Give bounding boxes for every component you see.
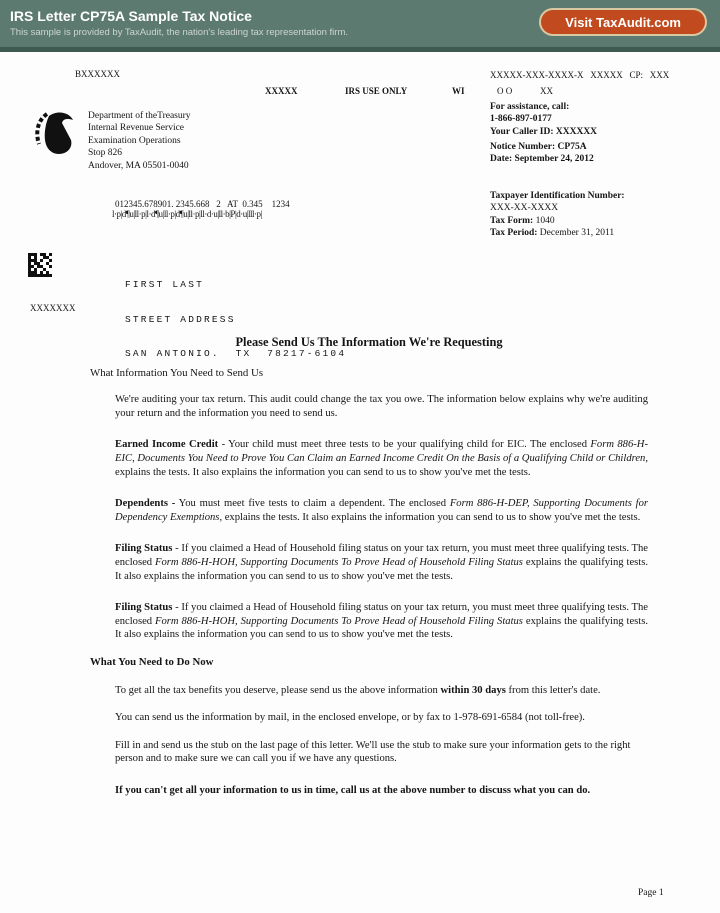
irs-eagle-logo (33, 110, 81, 160)
caller-id: Your Caller ID: XXXXXX (490, 126, 598, 137)
item-filing-status-2: Filing Status - If you claimed a Head of Household filing status on your tax return, you must meet three qualifying tests. The enclosed Form 886-H-HOH, Supporting Documents To Prove Head of Household Filing Status explains the qualifying tests. It also explains the information you can send to us to show you've met the tests. (115, 602, 648, 641)
agency-line: Stop 826 (88, 148, 123, 159)
meta-col-xx: XX (540, 86, 553, 96)
recipient-name: FIRST LAST (125, 279, 205, 290)
section-heading-what-to-send: What Information You Need to Send Us (90, 366, 264, 379)
tin-label: Taxpayer Identification Number: (490, 191, 625, 201)
item-filing-status-1: Filing Status - If you claimed a Head of Household filing status on your tax return, you must meet three qualifying tests. The enclosed Form 886-H-HOH, Supporting Documents To Prove Head of Household Filing Status explains the qualifying tests. It also explains the information you can send to us to show you've met the tests. (115, 543, 648, 582)
postal-barcode: l·p|d¶u|ll·p|l·d¶u|ll·p|d¶u|ll·p|ll·d·u|ll·b|P|d·u|lll·p| (112, 209, 262, 219)
agency-line: Examination Operations (88, 135, 181, 146)
item-dependents: Dependents - You must meet five tests to claim a dependent. The enclosed Form 886-H-DEP, Supporting Documents for Dependency Exemptions, explains the tests. It also explains the information you can send to us to show you've met the tests. (115, 498, 649, 523)
meta-col-oo: O O (497, 86, 513, 96)
letter-title: Please Send Us The Information We're Requesting (235, 335, 503, 349)
bottom-left-code: XXXXXXX (30, 303, 76, 313)
data-matrix-barcode (28, 253, 52, 277)
assistance-call-label: For assistance, call: (490, 102, 570, 112)
agency-line: Andover, MA 05501-0040 (88, 160, 189, 171)
item-earned-income-credit: Earned Income Credit - Your child must meet three tests to be your qualifying child for EIC. The enclosed Form 886-H-EIC, Documents You Need to Prove You Can Claim an Earned Income Credit On the Basis of a Qualifying Child or Children, explains the tests. It also explains the information you can send to us to show you've met the tests. (115, 439, 648, 478)
agency-line: Internal Revenue Service (88, 123, 185, 134)
notice-date: Date: September 24, 2012 (490, 154, 594, 165)
banner-title: IRS Letter CP75A Sample Tax Notice (10, 8, 252, 24)
page-number: Page 1 (638, 888, 664, 898)
assistance-phone: 1-866-897-0177 (490, 114, 552, 125)
section-heading-what-to-do: What You Need to Do Now (90, 655, 214, 668)
visit-taxaudit-button[interactable]: Visit TaxAudit.com (539, 8, 707, 36)
banner-subtitle: This sample is provided by TaxAudit, the nation's leading tax representation firm. (10, 27, 349, 38)
tin-value: XXX-XX-XXXX (490, 203, 559, 214)
meta-col-1: XXXXX (265, 86, 298, 96)
action-send-within-30-days: To get all the tax benefits you deserve, please send us the above information within 30 days from this letter's date. (115, 684, 601, 696)
meta-col-irs-use-only: IRS USE ONLY (345, 86, 408, 96)
tin-block (490, 190, 625, 240)
tax-period-label: Tax Period: (490, 228, 538, 239)
agency-address-block (88, 110, 191, 172)
recipient-street: STREET ADDRESS (125, 313, 236, 325)
notice-number: Notice Number: CP75A (490, 142, 587, 152)
tax-period-line (490, 227, 625, 239)
routing-numbers-line: 012345.678901. 2345.668 2 AT 0.345 1234 (115, 199, 290, 209)
action-mail-or-fax: You can send us the information by mail, in the enclosed envelope, or by fax to 1-978-691-6584 (not toll-free). (115, 712, 585, 724)
notice-block (490, 141, 594, 166)
agency-line: Department of theTreasury (88, 111, 191, 121)
tax-form-line (490, 215, 625, 227)
notice-code-line: XXXXX-XXX-XXXX-X XXXXX CP: XXX (490, 70, 670, 80)
tax-form-label: Tax Form: (490, 215, 534, 226)
meta-col-wi: WI (452, 86, 465, 96)
action-fill-in-stub: Fill in and send us the stub on the last page of this letter. We'll use the stub to make sure your information gets to the right person and to make sure we can call you if we have any questions. (115, 739, 631, 765)
tax-form-value: 1040 (533, 215, 555, 226)
letter-body (90, 336, 648, 797)
action-call-if-late: If you can't get all your information to us in time, call us at the above number to discuss what you can do. (115, 784, 591, 796)
tax-period-value: December 31, 2011 (537, 228, 615, 239)
top-left-code: BXXXXXX (75, 69, 120, 79)
recipient-city: SAN ANTONIO. TX 78217-6104 (125, 348, 347, 359)
promo-banner (0, 0, 720, 52)
intro-paragraph: We're auditing your tax return. This audit could change the tax you owe. The information below explains why we're auditing your return and the information you need to send us. (115, 394, 648, 419)
assistance-block (490, 101, 597, 138)
